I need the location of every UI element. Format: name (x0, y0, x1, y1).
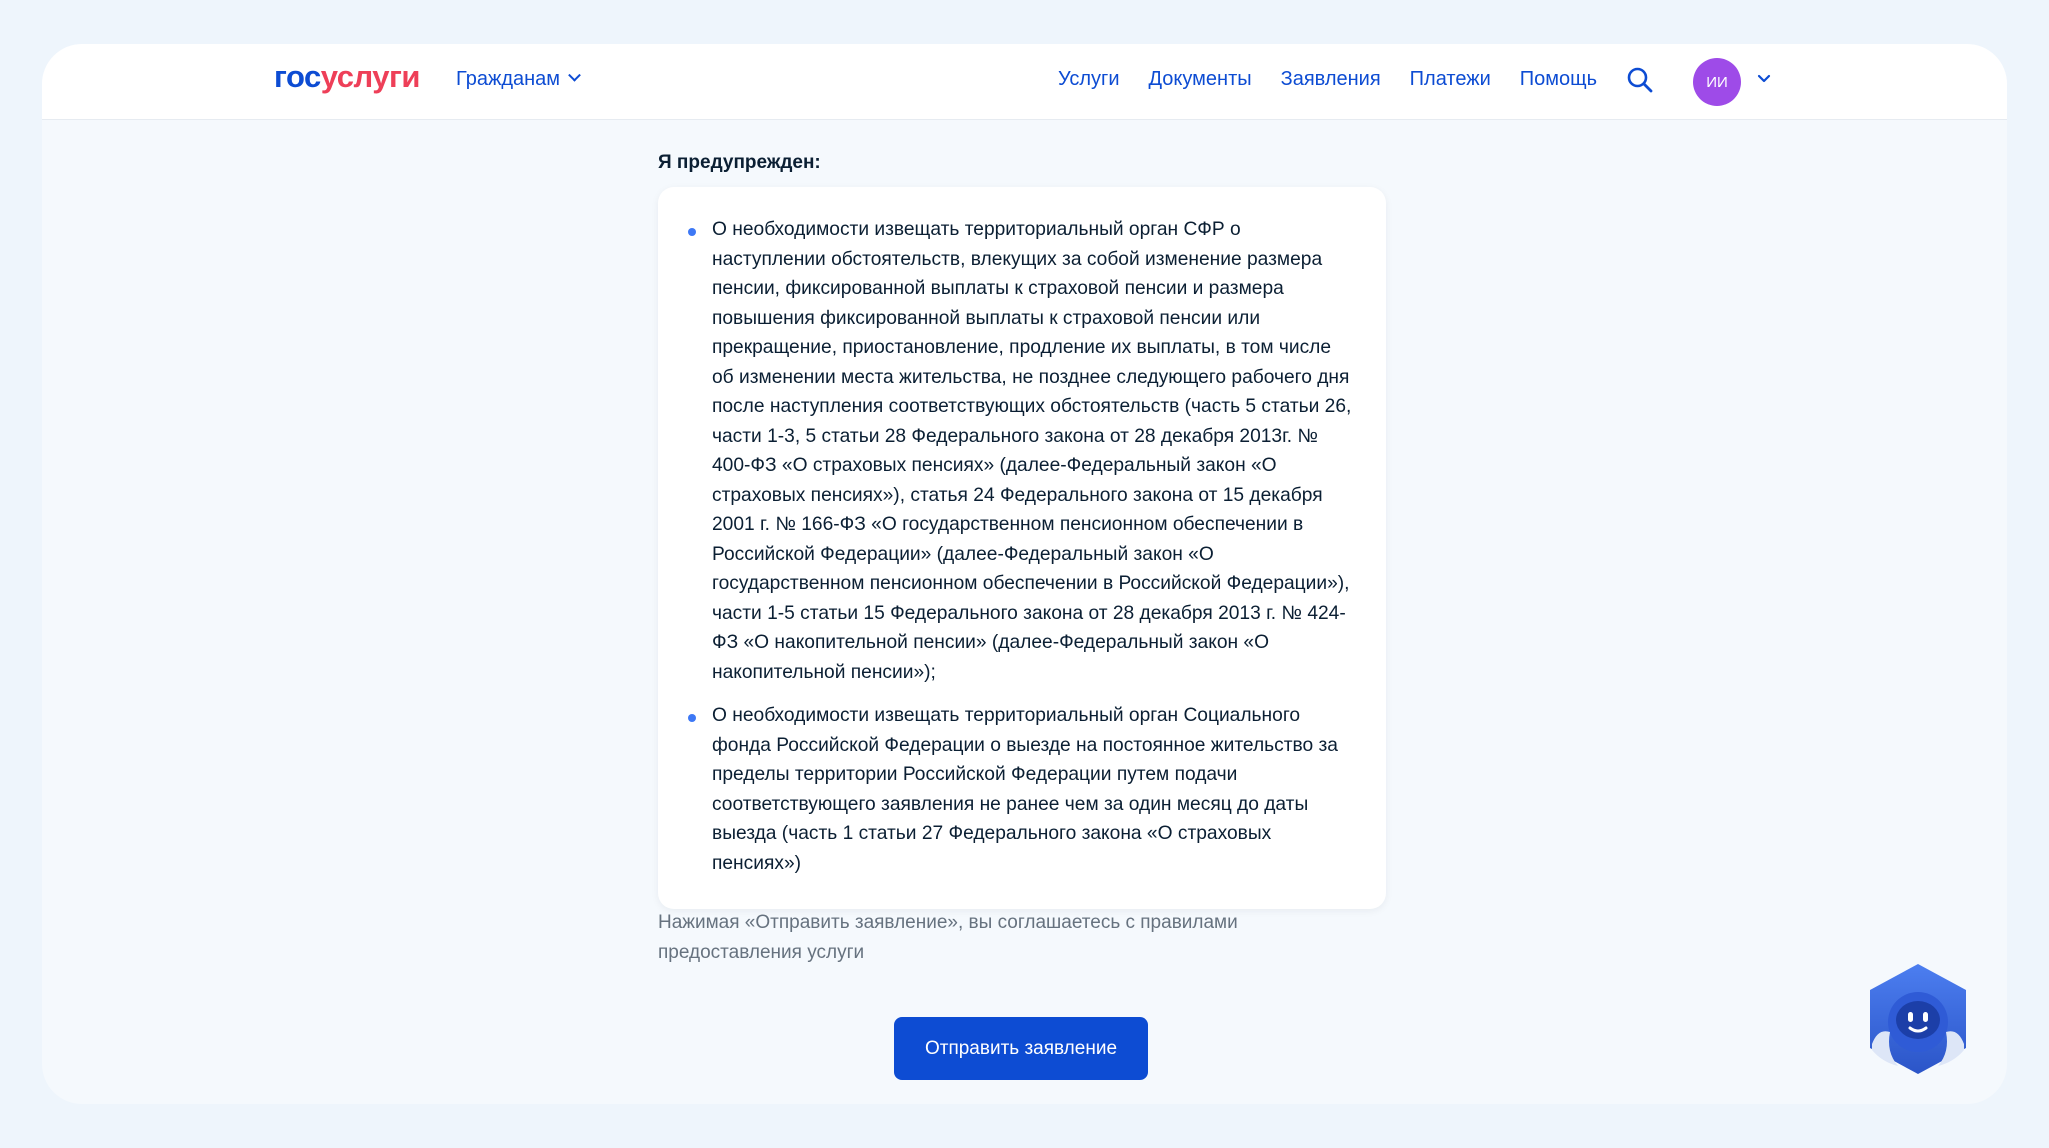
submit-application-button[interactable]: Отправить заявление (894, 1017, 1148, 1080)
audience-label: Гражданам (456, 68, 561, 90)
page-frame (42, 44, 2007, 1104)
search-icon[interactable] (1626, 66, 1654, 94)
chevron-down-icon[interactable] (1757, 74, 1771, 84)
nav-item-applications[interactable]: Заявления (1280, 68, 1381, 90)
gosuslugi-logo[interactable] (274, 61, 420, 92)
logo-part-gos: гос (274, 59, 321, 94)
avatar-initials: ИИ (1706, 73, 1728, 91)
main-nav (1058, 68, 1597, 91)
warnings-card (658, 187, 1386, 909)
nav-item-help[interactable]: Помощь (1519, 68, 1598, 90)
warnings-list (712, 215, 1358, 878)
nav-item-payments[interactable]: Платежи (1409, 68, 1491, 90)
warning-heading: Я предупрежден: (658, 152, 821, 173)
list-item: О необходимости извещать территориальный орган СФР о наступлении обстоятельств, влекущих за собой изменение размера пенсии, фиксированной выплаты к страховой пенсии и размера повышения фиксированной выплаты к страховой пенсии или прекращение, приостановление, продление их выплаты, в том числе об изменении места жительства, не позднее следующего рабочего дня после наступления соответствующих обстоятельств (часть 5 статьи 26, части 1-3, 5 статьи 28 Федерального закона от 28 декабря 2013г. № 400-ФЗ «О страховых пенсиях» (далее-Федеральный закон «О страховых пенсиях»), статья 24 Федерального закона от 15 декабря 2001 г. № 166-ФЗ «О государственном пенсионном обеспечении в Российской Федерации» (далее-Федеральный закон «О государственном пенсионном обеспечении в Российской Федерации»), части 1-5 статьи 15 Федерального закона от 28 декабря 2013 г. № 424-ФЗ «О накопительной пенсии» (далее-Федеральный закон «О накопительной пенсии»); (712, 215, 1358, 687)
logo-part-uslugi: услуги (320, 59, 420, 94)
nav-item-services[interactable]: Услуги (1058, 68, 1120, 90)
audience-dropdown[interactable] (456, 68, 579, 91)
list-item: О необходимости извещать территориальный орган Социального фонда Российской Федерации о выезде на постоянное жительство за пределы территории Российской Федерации путем подачи соответствующего заявления не ранее чем за один месяц до даты выезда (часть 1 статьи 27 Федерального закона «О страховых пенсиях») (712, 701, 1358, 878)
top-header (42, 44, 2007, 120)
chevron-down-icon (568, 69, 581, 82)
nav-item-documents[interactable]: Документы (1148, 68, 1252, 90)
avatar[interactable] (1693, 58, 1741, 106)
agreement-note: Нажимая «Отправить заявление», вы соглашаетесь с правилами предоставления услуги (658, 912, 1238, 963)
assistant-robot-icon[interactable] (1864, 962, 1972, 1078)
